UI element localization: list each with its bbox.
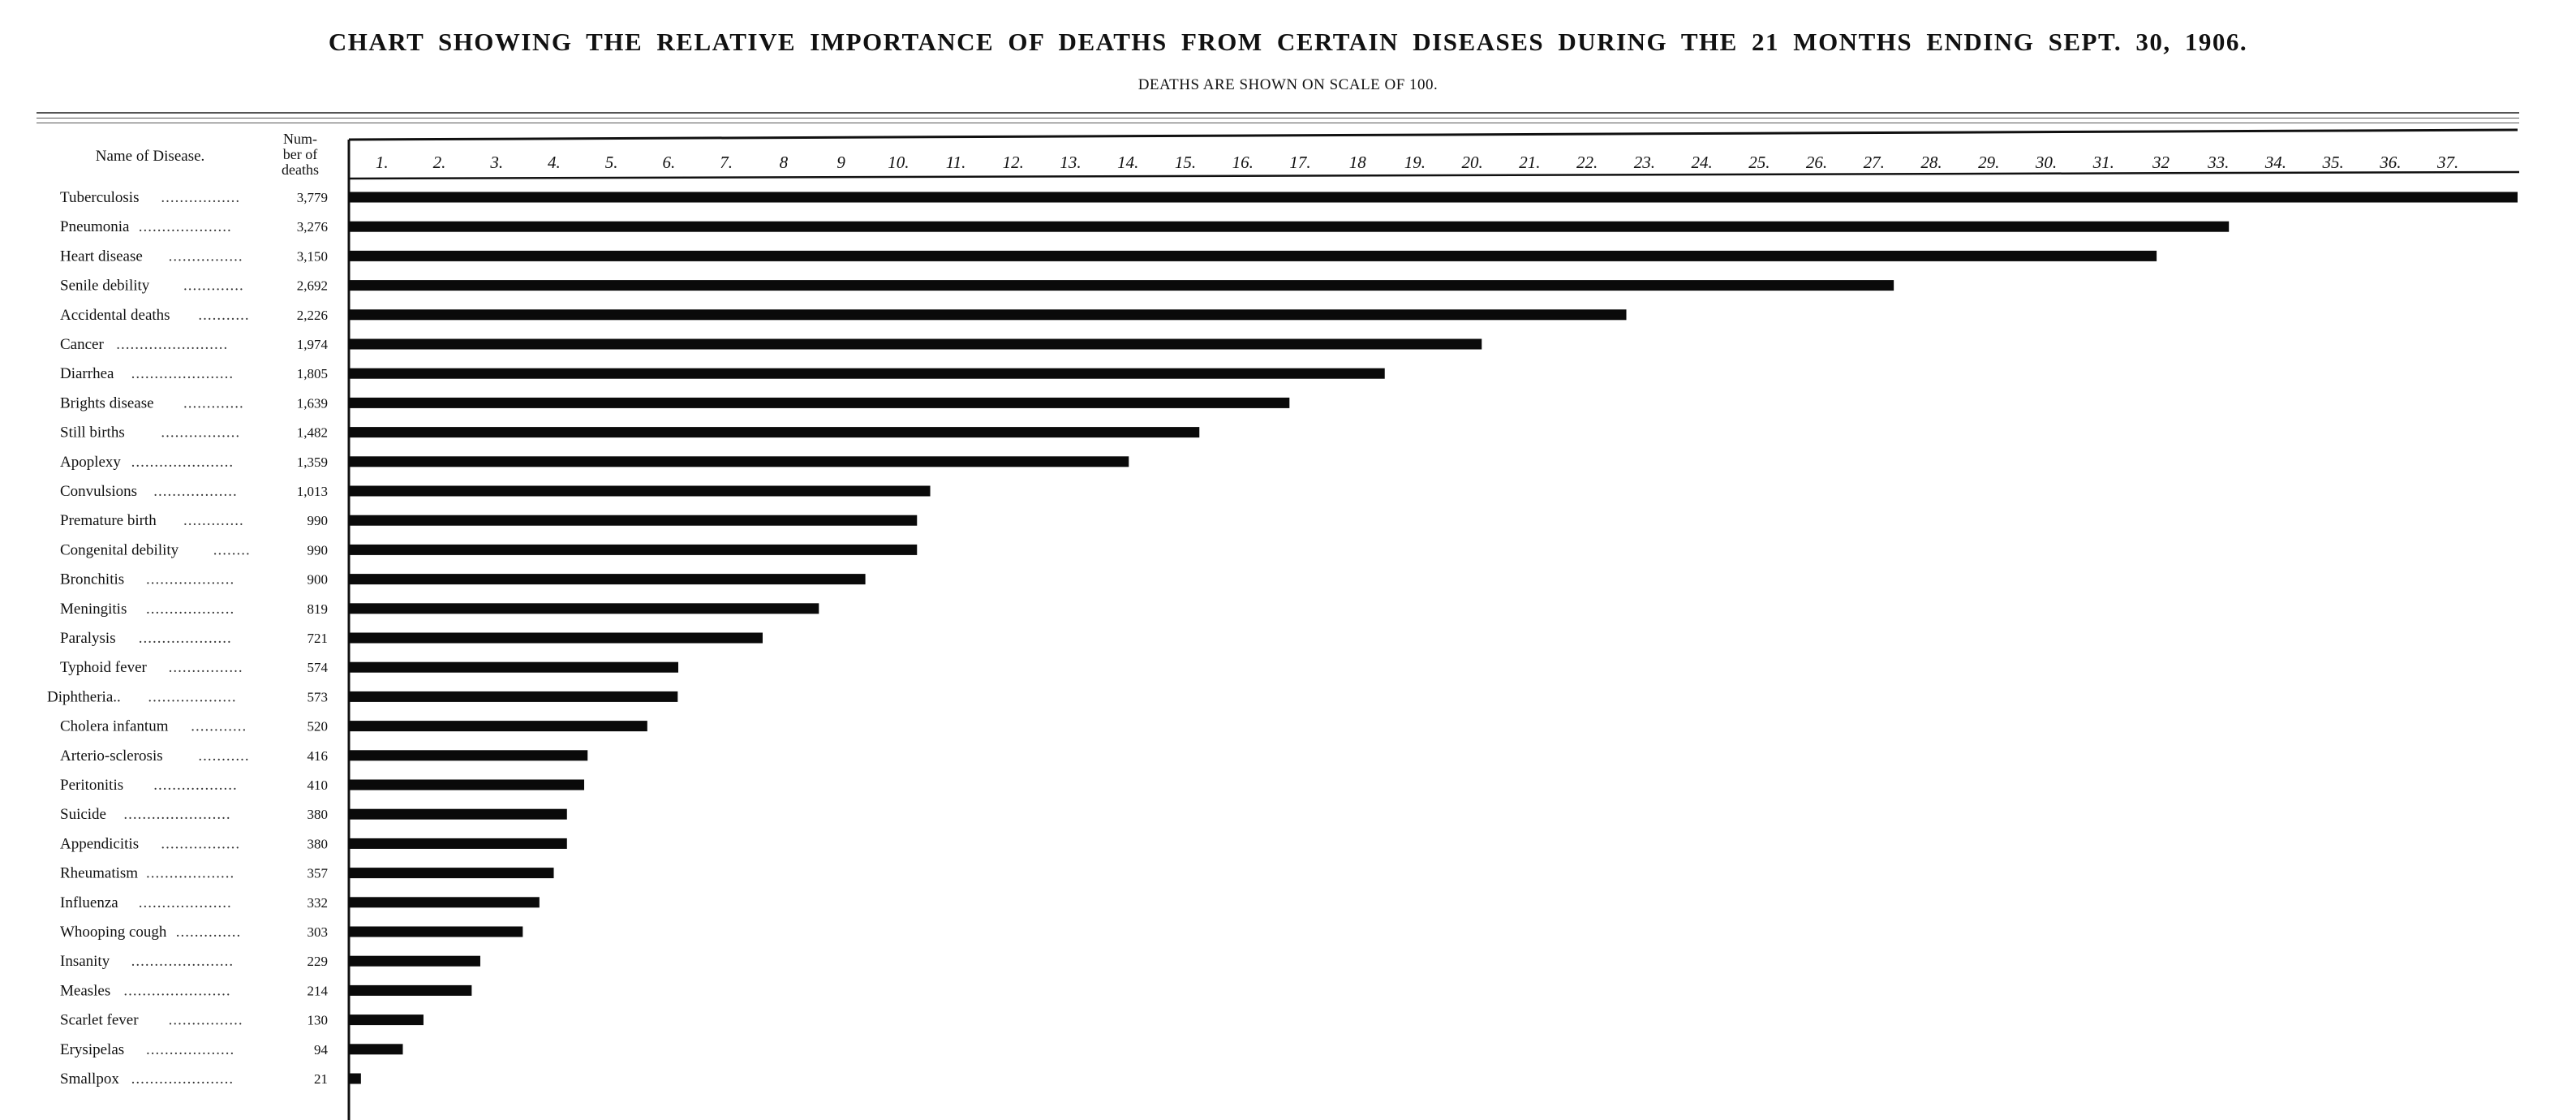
data-label: 1,359 (296, 454, 328, 470)
bar (349, 985, 471, 996)
column-header-number-line-3: deaths (282, 162, 319, 178)
leader-dots: ................... (148, 688, 237, 706)
column-header-disease: Name of Disease. (95, 148, 205, 165)
category-label: Appendicitis (60, 835, 140, 853)
scale-tick-label: 35. (2322, 153, 2344, 172)
category-label: Accidental deaths (60, 306, 170, 324)
chart-row-premature-birth (60, 512, 917, 529)
leader-dots: ............. (183, 394, 244, 412)
data-label: 990 (307, 542, 328, 558)
axis-layer (349, 130, 2519, 1120)
chart-row-accidental-deaths (60, 307, 1627, 324)
scale-tick-label: 7. (720, 153, 733, 172)
data-label: 130 (307, 1012, 328, 1028)
chart-row-pneumonia (60, 218, 2229, 235)
category-label: Diarrhea (60, 365, 114, 383)
scale-tick-label: 18 (1348, 153, 1366, 172)
bar (349, 780, 584, 790)
data-label: 721 (307, 631, 328, 646)
bar (349, 309, 1627, 320)
scale-tick-label: 22. (1576, 153, 1598, 172)
chart-row-scarlet-fever (60, 1012, 424, 1029)
bar (349, 515, 917, 526)
category-label: Measles (60, 982, 111, 1000)
leader-dots: .............. (175, 924, 242, 941)
scale-tick-label: 37. (2436, 153, 2459, 172)
category-label: Peritonitis (60, 777, 124, 794)
data-label: 1,639 (296, 395, 328, 411)
bar (349, 574, 866, 584)
bar (349, 838, 567, 849)
scale-tick-label: 16. (1232, 153, 1254, 172)
scale-tick-label: 26. (1805, 153, 1828, 172)
leader-dots: ................. (161, 189, 241, 206)
category-label: Brights disease (60, 394, 154, 412)
data-label: 21 (314, 1071, 328, 1087)
bar (349, 868, 554, 878)
scale-bottom-line (349, 172, 2519, 179)
leader-dots: .................. (153, 483, 238, 500)
leader-dots: ....................... (123, 806, 231, 824)
leader-dots: .................... (138, 630, 232, 647)
chart-row-cholera-infantum (60, 718, 647, 735)
scale-tick-label: 19. (1404, 153, 1426, 172)
chart-row-influenza (60, 894, 540, 911)
data-label: 3,779 (296, 190, 328, 205)
scale-tick-label: 17. (1289, 153, 1311, 172)
chart-row-suicide (60, 806, 567, 823)
leader-dots: .................. (153, 777, 238, 794)
category-label: Meningitis (60, 600, 127, 618)
data-label: 416 (307, 747, 328, 764)
data-label: 1,013 (296, 484, 328, 499)
chart-row-erysipelas (60, 1041, 402, 1058)
category-label: Whooping cough (60, 924, 167, 941)
scale-top-line (349, 130, 2518, 140)
data-label: 229 (307, 954, 328, 970)
leader-dots: ...................... (131, 365, 234, 383)
scale-tick-label: 6. (662, 153, 676, 172)
data-label: 380 (307, 836, 328, 852)
scale-tick-label: 11. (945, 153, 966, 172)
scale-tick-label: 3. (490, 153, 504, 172)
data-label: 94 (314, 1041, 328, 1058)
leader-dots: .................... (138, 218, 232, 236)
chart-row-senile-debility (60, 278, 1894, 295)
category-label: Apoplexy (60, 453, 121, 471)
category-label: Typhoid fever (60, 659, 147, 677)
category-label: Tuberculosis (60, 189, 140, 206)
category-label: Still births (60, 424, 125, 442)
scale-tick-label: 1. (375, 153, 389, 172)
category-label: Pneumonia (60, 218, 130, 236)
bar (349, 398, 1289, 408)
chart-row-convulsions (60, 483, 931, 500)
bar (349, 222, 2229, 232)
category-label: Suicide (60, 806, 106, 824)
bar (349, 427, 1199, 437)
chart-row-rheumatism (60, 865, 554, 882)
scale-tick-label: 36. (2380, 153, 2402, 172)
chart-row-appendicitis (60, 835, 567, 852)
data-label: 900 (307, 571, 328, 588)
chart-row-whooping-cough (60, 924, 523, 941)
leader-dots: ................... (146, 571, 235, 588)
chart-row-brights-disease (60, 394, 1289, 411)
category-label: Cholera infantum (60, 717, 169, 735)
leader-dots: ................ (168, 248, 243, 265)
chart-row-meningitis (60, 601, 819, 618)
chart-row-smallpox (60, 1070, 361, 1088)
category-label: Diphtheria.. (47, 688, 121, 706)
leader-dots: ................ (168, 659, 243, 677)
bar (349, 1044, 402, 1054)
chart-row-tuberculosis (60, 189, 2518, 206)
scale-tick-label: 32 (2152, 153, 2170, 172)
scale-tick-label: 20. (1461, 153, 1483, 172)
chart-row-typhoid-fever (60, 659, 678, 676)
category-label: Smallpox (60, 1070, 119, 1088)
category-label: Scarlet fever (60, 1011, 139, 1029)
chart-subtitle: DEATHS ARE SHOWN ON SCALE OF 100. (1137, 76, 1439, 93)
bar (349, 486, 931, 497)
column-header-number-line-2: ber of (282, 146, 318, 162)
category-label: Arterio-sclerosis (60, 747, 163, 765)
scale-tick-label: 28. (1920, 153, 1942, 172)
rows-layer (47, 189, 2518, 1088)
leader-dots: ...................... (131, 453, 234, 471)
leader-dots: ........ (213, 541, 251, 559)
data-label: 1,482 (296, 424, 328, 441)
scale-tick-label: 33. (2208, 153, 2230, 172)
category-label: Paralysis (60, 630, 116, 647)
data-label: 2,692 (296, 278, 328, 294)
scale-tick-label: 12. (1002, 153, 1024, 172)
bar (349, 633, 763, 644)
scale-tick-label: 8 (779, 153, 789, 172)
data-label: 1,974 (296, 337, 328, 352)
chart-row-still-births (60, 424, 1199, 442)
scale-tick-label: 13. (1060, 153, 1082, 172)
leader-dots: ............ (191, 717, 247, 735)
leader-dots: ........................ (116, 336, 229, 353)
data-label: 380 (307, 807, 328, 823)
category-label: Congenital debility (60, 541, 179, 559)
chart-row-diphtheria (47, 688, 677, 705)
chart-row-congenital-debility (60, 541, 917, 558)
bar (349, 691, 677, 702)
scale-tick-label: 29. (1978, 153, 2000, 172)
scale-tick-label: 5. (604, 153, 618, 172)
scale-tick-label: 30. (2035, 153, 2058, 172)
chart-row-measles (60, 982, 471, 999)
data-label: 2,226 (296, 307, 328, 323)
chart-row-diarrhea (60, 365, 1385, 382)
bar (349, 192, 2518, 203)
leader-dots: ................ (168, 1011, 243, 1029)
bar (349, 956, 480, 967)
bar (349, 721, 647, 731)
category-label: Convulsions (60, 483, 138, 500)
leader-dots: ...................... (131, 1070, 234, 1088)
leader-dots: ................... (146, 864, 235, 882)
category-label: Cancer (60, 336, 104, 353)
data-label: 819 (307, 601, 328, 617)
tick-layer (376, 153, 2458, 172)
data-label: 3,276 (296, 219, 328, 235)
scale-tick-label: 2. (432, 153, 446, 172)
scale-tick-label: 10. (888, 153, 910, 172)
leader-dots: ...................... (131, 953, 234, 971)
bar (349, 927, 523, 937)
scale-tick-label: 23. (1633, 153, 1655, 172)
category-label: Rheumatism (60, 864, 139, 882)
data-label: 574 (307, 660, 328, 676)
leader-dots: ................... (146, 1040, 235, 1058)
leader-dots: .................... (138, 894, 232, 911)
bar (349, 809, 567, 820)
data-label: 1,805 (296, 366, 328, 382)
data-label: 990 (307, 513, 328, 529)
data-label: 520 (307, 718, 328, 734)
bar (349, 1074, 361, 1084)
data-label: 3,150 (296, 248, 328, 265)
leader-dots: ....................... (123, 982, 231, 1000)
chart-row-bronchitis (60, 571, 866, 588)
category-label: Senile debility (60, 277, 150, 295)
data-label: 573 (307, 689, 328, 705)
data-label: 214 (307, 983, 328, 999)
scale-tick-label: 4. (548, 153, 561, 172)
leader-dots: ........... (198, 747, 250, 765)
bar (349, 897, 540, 907)
chart-row-peritonitis (60, 777, 584, 794)
chart-title: CHART SHOWING THE RELATIVE IMPORTANCE OF DEATHS FROM CERTAIN DISEASES DURING THE 21 MONTHS ENDING SEPT. 30, 1906. (328, 28, 2248, 56)
data-label: 303 (307, 924, 328, 940)
leader-dots: ................. (161, 835, 241, 853)
bar (349, 339, 1482, 350)
scale-tick-label: 31. (2092, 153, 2114, 172)
data-label: 410 (307, 778, 328, 793)
bar (349, 280, 1894, 291)
scale-tick-label: 34. (2264, 153, 2287, 172)
data-label: 332 (307, 894, 328, 911)
bar (349, 750, 587, 760)
category-label: Insanity (60, 953, 110, 971)
chart-row-cancer (60, 336, 1482, 353)
scale-tick-label: 15. (1174, 153, 1197, 172)
category-label: Heart disease (60, 248, 143, 265)
bar (349, 603, 819, 614)
category-label: Premature birth (60, 512, 157, 530)
bar (349, 251, 2157, 261)
category-label: Erysipelas (60, 1040, 125, 1058)
bar (349, 662, 678, 673)
leader-dots: ............. (183, 277, 244, 295)
leader-dots: ................... (146, 600, 235, 618)
chart-row-apoplexy (60, 454, 1129, 471)
bar (349, 1014, 424, 1025)
scale-tick-label: 14. (1117, 153, 1139, 172)
chart-row-insanity (60, 953, 480, 970)
scale-tick-label: 21. (1519, 153, 1541, 172)
bar (349, 545, 917, 555)
chart-row-arterio-sclerosis (60, 747, 587, 765)
scale-tick-label: 27. (1863, 153, 1885, 172)
bar (349, 368, 1385, 379)
column-header-number-line-1: Num- (283, 131, 317, 147)
leader-dots: ........... (198, 306, 250, 324)
chart-row-paralysis (60, 630, 763, 647)
leader-dots: ............. (183, 512, 244, 530)
category-label: Bronchitis (60, 571, 125, 588)
category-label: Influenza (60, 894, 118, 911)
scale-tick-label: 9 (836, 153, 845, 172)
scale-tick-label: 25. (1748, 153, 1770, 172)
bar (349, 456, 1129, 467)
scale-tick-label: 24. (1691, 153, 1713, 172)
chart-row-heart-disease (60, 248, 2157, 265)
leader-dots: ................. (161, 424, 241, 442)
data-label: 357 (307, 865, 328, 881)
